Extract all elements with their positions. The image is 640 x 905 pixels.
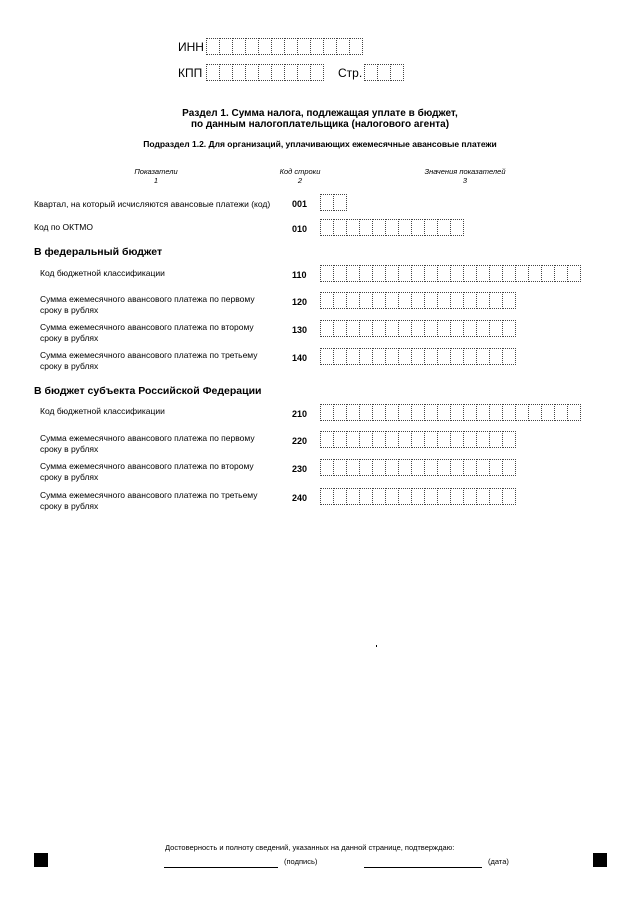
entry-cell[interactable] xyxy=(489,459,503,476)
entry-cell[interactable] xyxy=(385,265,399,282)
entry-cell[interactable] xyxy=(489,404,503,421)
entry-cell[interactable] xyxy=(333,459,347,476)
entry-cell[interactable] xyxy=(271,64,285,81)
entry-cell[interactable] xyxy=(411,488,425,505)
page-number-field[interactable] xyxy=(364,64,403,81)
entry-cell[interactable] xyxy=(489,431,503,448)
row-120-label-line1: Сумма ежемесячного авансового платежа по первому xyxy=(40,294,255,304)
entry-cell[interactable] xyxy=(437,404,451,421)
entry-cell[interactable] xyxy=(232,38,246,55)
entry-cell[interactable] xyxy=(284,38,298,55)
entry-cell[interactable] xyxy=(346,265,360,282)
entry-cell[interactable] xyxy=(411,431,425,448)
entry-cell[interactable] xyxy=(320,488,334,505)
entry-cell[interactable] xyxy=(489,348,503,365)
entry-cell[interactable] xyxy=(390,64,404,81)
entry-cell[interactable] xyxy=(320,404,334,421)
column-header-values-num: 3 xyxy=(462,176,468,185)
entry-cell[interactable] xyxy=(502,292,516,309)
entry-cell[interactable] xyxy=(385,348,399,365)
entry-cell[interactable] xyxy=(359,404,373,421)
entry-cell[interactable] xyxy=(463,431,477,448)
entry-cell[interactable] xyxy=(320,219,334,236)
section-title-line2: по данным налогоплательщика (налогового агента) xyxy=(190,119,450,130)
entry-cell[interactable] xyxy=(450,320,464,337)
row-240-label-line2: сроку в рублях xyxy=(40,501,99,511)
row-001-label: Квартал, на который исчисляются авансовые платежи (код) xyxy=(34,199,271,209)
entry-cell[interactable] xyxy=(463,404,477,421)
page-label: Стр. xyxy=(338,66,363,80)
row-210-label: Код бюджетной классификации xyxy=(40,406,165,416)
entry-cell[interactable] xyxy=(424,219,438,236)
entry-cell[interactable] xyxy=(219,38,233,55)
entry-cell[interactable] xyxy=(411,459,425,476)
entry-cell[interactable] xyxy=(411,219,425,236)
entry-cell[interactable] xyxy=(424,459,438,476)
regional-budget-title: В бюджет субъекта Российской Федерации xyxy=(34,385,262,397)
entry-cell[interactable] xyxy=(437,348,451,365)
entry-cell[interactable] xyxy=(424,348,438,365)
entry-cell[interactable] xyxy=(377,64,391,81)
entry-cell[interactable] xyxy=(528,404,542,421)
entry-cell[interactable] xyxy=(411,348,425,365)
entry-cell[interactable] xyxy=(333,488,347,505)
row-130-code: 130 xyxy=(292,325,308,335)
entry-cell[interactable] xyxy=(385,404,399,421)
inn-field[interactable] xyxy=(206,38,362,55)
entry-cell[interactable] xyxy=(245,38,259,55)
entry-cell[interactable] xyxy=(450,404,464,421)
entry-cell[interactable] xyxy=(567,404,581,421)
entry-cell[interactable] xyxy=(528,265,542,282)
entry-cell[interactable] xyxy=(346,431,360,448)
entry-cell[interactable] xyxy=(424,404,438,421)
row-230-label-line2: сроку в рублях xyxy=(40,472,99,482)
entry-cell[interactable] xyxy=(346,459,360,476)
entry-cell[interactable] xyxy=(437,219,451,236)
entry-cell[interactable] xyxy=(502,488,516,505)
entry-cell[interactable] xyxy=(320,320,334,337)
corner-marker-top-right xyxy=(593,853,607,867)
entry-cell[interactable] xyxy=(411,292,425,309)
entry-cell[interactable] xyxy=(333,431,347,448)
entry-cell[interactable] xyxy=(502,404,516,421)
entry-cell[interactable] xyxy=(450,488,464,505)
entry-cell[interactable] xyxy=(450,459,464,476)
entry-cell[interactable] xyxy=(372,348,386,365)
subsection-title: Подраздел 1.2. Для организаций, уплачивающих ежемесячные авансовые платежи xyxy=(143,139,497,149)
row-140-label-line2: сроку в рублях xyxy=(40,361,99,371)
entry-cell[interactable] xyxy=(489,265,503,282)
entry-cell[interactable] xyxy=(232,64,246,81)
entry-cell[interactable] xyxy=(398,320,412,337)
signature-caption: (подпись) xyxy=(284,857,318,866)
row-230-label-line1: Сумма ежемесячного авансового платежа по второму xyxy=(40,461,254,471)
entry-cell[interactable] xyxy=(502,431,516,448)
row-240-code: 240 xyxy=(292,493,308,503)
row-001-code: 001 xyxy=(292,199,308,209)
entry-cell[interactable] xyxy=(411,404,425,421)
row-110-label: Код бюджетной классификации xyxy=(40,268,165,278)
entry-cell[interactable] xyxy=(336,38,350,55)
entry-cell[interactable] xyxy=(320,431,334,448)
entry-cell[interactable] xyxy=(372,459,386,476)
row-220-code: 220 xyxy=(292,436,308,446)
entry-cell[interactable] xyxy=(372,404,386,421)
entry-cell[interactable] xyxy=(333,219,347,236)
row-001-field[interactable] xyxy=(320,194,346,211)
entry-cell[interactable] xyxy=(489,320,503,337)
row-230-field[interactable] xyxy=(320,459,515,476)
entry-cell[interactable] xyxy=(476,404,490,421)
kpp-label: КПП xyxy=(178,66,203,80)
entry-cell[interactable] xyxy=(502,265,516,282)
entry-cell[interactable] xyxy=(284,64,298,81)
entry-cell[interactable] xyxy=(310,38,324,55)
entry-cell[interactable] xyxy=(297,64,311,81)
row-230-code: 230 xyxy=(292,464,308,474)
row-010-label: Код по ОКТМО xyxy=(34,222,93,232)
entry-cell[interactable] xyxy=(372,320,386,337)
entry-cell[interactable] xyxy=(437,265,451,282)
entry-cell[interactable] xyxy=(398,348,412,365)
entry-cell[interactable] xyxy=(385,459,399,476)
entry-cell[interactable] xyxy=(385,320,399,337)
entry-cell[interactable] xyxy=(515,265,529,282)
entry-cell[interactable] xyxy=(476,320,490,337)
row-110-field[interactable] xyxy=(320,265,580,282)
entry-cell[interactable] xyxy=(333,292,347,309)
footer-confirm-text: Достоверность и полноту сведений, указанных на данной странице, подтверждаю: xyxy=(165,843,455,852)
entry-cell[interactable] xyxy=(219,64,233,81)
column-header-indicators: Показатели xyxy=(134,167,178,176)
entry-cell[interactable] xyxy=(463,348,477,365)
entry-cell[interactable] xyxy=(450,219,464,236)
row-240-field[interactable] xyxy=(320,488,515,505)
entry-cell[interactable] xyxy=(489,292,503,309)
entry-cell[interactable] xyxy=(385,431,399,448)
entry-cell[interactable] xyxy=(333,194,347,211)
row-220-label-line1: Сумма ежемесячного авансового платежа по первому xyxy=(40,433,255,443)
entry-cell[interactable] xyxy=(437,459,451,476)
entry-cell[interactable] xyxy=(437,292,451,309)
entry-cell[interactable] xyxy=(489,488,503,505)
entry-cell[interactable] xyxy=(271,38,285,55)
entry-cell[interactable] xyxy=(463,292,477,309)
entry-cell[interactable] xyxy=(333,265,347,282)
entry-cell[interactable] xyxy=(206,64,220,81)
entry-cell[interactable] xyxy=(476,265,490,282)
row-220-label-line2: сроку в рублях xyxy=(40,444,99,454)
entry-cell[interactable] xyxy=(476,488,490,505)
column-header-indicators-num: 1 xyxy=(153,176,159,185)
entry-cell[interactable] xyxy=(424,488,438,505)
entry-cell[interactable] xyxy=(320,265,334,282)
entry-cell[interactable] xyxy=(463,459,477,476)
entry-cell[interactable] xyxy=(476,459,490,476)
entry-cell[interactable] xyxy=(541,265,555,282)
entry-cell[interactable] xyxy=(554,404,568,421)
row-140-label-line1: Сумма ежемесячного авансового платежа по третьему xyxy=(40,350,258,360)
signature-line xyxy=(164,867,278,868)
row-010-code: 010 xyxy=(292,224,308,234)
entry-cell[interactable] xyxy=(372,219,386,236)
entry-cell[interactable] xyxy=(385,219,399,236)
entry-cell[interactable] xyxy=(297,38,311,55)
row-130-label-line2: сроку в рублях xyxy=(40,333,99,343)
entry-cell[interactable] xyxy=(398,265,412,282)
row-120-field[interactable] xyxy=(320,292,515,309)
entry-cell[interactable] xyxy=(320,292,334,309)
entry-cell[interactable] xyxy=(463,320,477,337)
row-140-code: 140 xyxy=(292,353,308,363)
entry-cell[interactable] xyxy=(320,459,334,476)
corner-marker-top-left xyxy=(34,853,48,867)
entry-cell[interactable] xyxy=(372,292,386,309)
entry-cell[interactable] xyxy=(359,320,373,337)
entry-cell[interactable] xyxy=(346,488,360,505)
entry-cell[interactable] xyxy=(320,348,334,365)
entry-cell[interactable] xyxy=(424,265,438,282)
entry-cell[interactable] xyxy=(424,292,438,309)
entry-cell[interactable] xyxy=(385,292,399,309)
entry-cell[interactable] xyxy=(320,194,334,211)
column-header-code-num: 2 xyxy=(297,176,303,185)
entry-cell[interactable] xyxy=(323,38,337,55)
row-130-label-line1: Сумма ежемесячного авансового платежа по второму xyxy=(40,322,254,332)
entry-cell[interactable] xyxy=(258,38,272,55)
entry-cell[interactable] xyxy=(346,404,360,421)
entry-cell[interactable] xyxy=(424,431,438,448)
entry-cell[interactable] xyxy=(437,431,451,448)
entry-cell[interactable] xyxy=(476,348,490,365)
row-220-field[interactable] xyxy=(320,431,515,448)
entry-cell[interactable] xyxy=(398,404,412,421)
entry-cell[interactable] xyxy=(245,64,259,81)
row-130-field[interactable] xyxy=(320,320,515,337)
entry-cell[interactable] xyxy=(359,348,373,365)
entry-cell[interactable] xyxy=(359,292,373,309)
entry-cell[interactable] xyxy=(333,404,347,421)
entry-cell[interactable] xyxy=(515,404,529,421)
kpp-field[interactable] xyxy=(206,64,323,81)
entry-cell[interactable] xyxy=(463,265,477,282)
entry-cell[interactable] xyxy=(372,431,386,448)
entry-cell[interactable] xyxy=(364,64,378,81)
entry-cell[interactable] xyxy=(359,431,373,448)
entry-cell[interactable] xyxy=(346,348,360,365)
entry-cell[interactable] xyxy=(372,265,386,282)
entry-cell[interactable] xyxy=(476,292,490,309)
column-header-code: Код строки xyxy=(279,167,321,176)
entry-cell[interactable] xyxy=(398,431,412,448)
entry-cell[interactable] xyxy=(450,292,464,309)
column-header-values: Значения показателей xyxy=(424,167,506,176)
entry-cell[interactable] xyxy=(310,64,324,81)
entry-cell[interactable] xyxy=(450,348,464,365)
entry-cell[interactable] xyxy=(372,488,386,505)
entry-cell[interactable] xyxy=(206,38,220,55)
entry-cell[interactable] xyxy=(424,320,438,337)
entry-cell[interactable] xyxy=(450,431,464,448)
federal-budget-title: В федеральный бюджет xyxy=(34,246,163,258)
date-line xyxy=(364,867,482,868)
entry-cell[interactable] xyxy=(359,488,373,505)
row-120-code: 120 xyxy=(292,297,308,307)
section-title-line1: Раздел 1. Сумма налога, подлежащая уплате в бюджет, xyxy=(182,108,458,119)
entry-cell[interactable] xyxy=(437,320,451,337)
entry-cell[interactable] xyxy=(450,265,464,282)
entry-cell[interactable] xyxy=(411,320,425,337)
row-010-field[interactable] xyxy=(320,219,463,236)
date-caption: (дата) xyxy=(488,857,509,866)
entry-cell[interactable] xyxy=(346,219,360,236)
entry-cell[interactable] xyxy=(359,265,373,282)
entry-cell[interactable] xyxy=(541,404,555,421)
entry-cell[interactable] xyxy=(346,320,360,337)
entry-cell[interactable] xyxy=(346,292,360,309)
row-110-code: 110 xyxy=(292,270,307,280)
entry-cell[interactable] xyxy=(476,431,490,448)
entry-cell[interactable] xyxy=(398,459,412,476)
entry-cell[interactable] xyxy=(463,488,477,505)
entry-cell[interactable] xyxy=(333,320,347,337)
row-210-code: 210 xyxy=(292,409,308,419)
entry-cell[interactable] xyxy=(502,459,516,476)
entry-cell[interactable] xyxy=(398,488,412,505)
row-140-field[interactable] xyxy=(320,348,515,365)
entry-cell[interactable] xyxy=(567,265,581,282)
entry-cell[interactable] xyxy=(411,265,425,282)
entry-cell[interactable] xyxy=(349,38,363,55)
entry-cell[interactable] xyxy=(359,459,373,476)
entry-cell[interactable] xyxy=(398,292,412,309)
row-120-label-line2: сроку в рублях xyxy=(40,305,99,315)
scan-dot xyxy=(376,645,377,647)
entry-cell[interactable] xyxy=(437,488,451,505)
entry-cell[interactable] xyxy=(258,64,272,81)
entry-cell[interactable] xyxy=(359,219,373,236)
entry-cell[interactable] xyxy=(502,348,516,365)
entry-cell[interactable] xyxy=(398,219,412,236)
entry-cell[interactable] xyxy=(385,488,399,505)
entry-cell[interactable] xyxy=(502,320,516,337)
row-210-field[interactable] xyxy=(320,404,580,421)
row-240-label-line1: Сумма ежемесячного авансового платежа по третьему xyxy=(40,490,258,500)
entry-cell[interactable] xyxy=(333,348,347,365)
entry-cell[interactable] xyxy=(554,265,568,282)
inn-label: ИНН xyxy=(178,40,204,54)
